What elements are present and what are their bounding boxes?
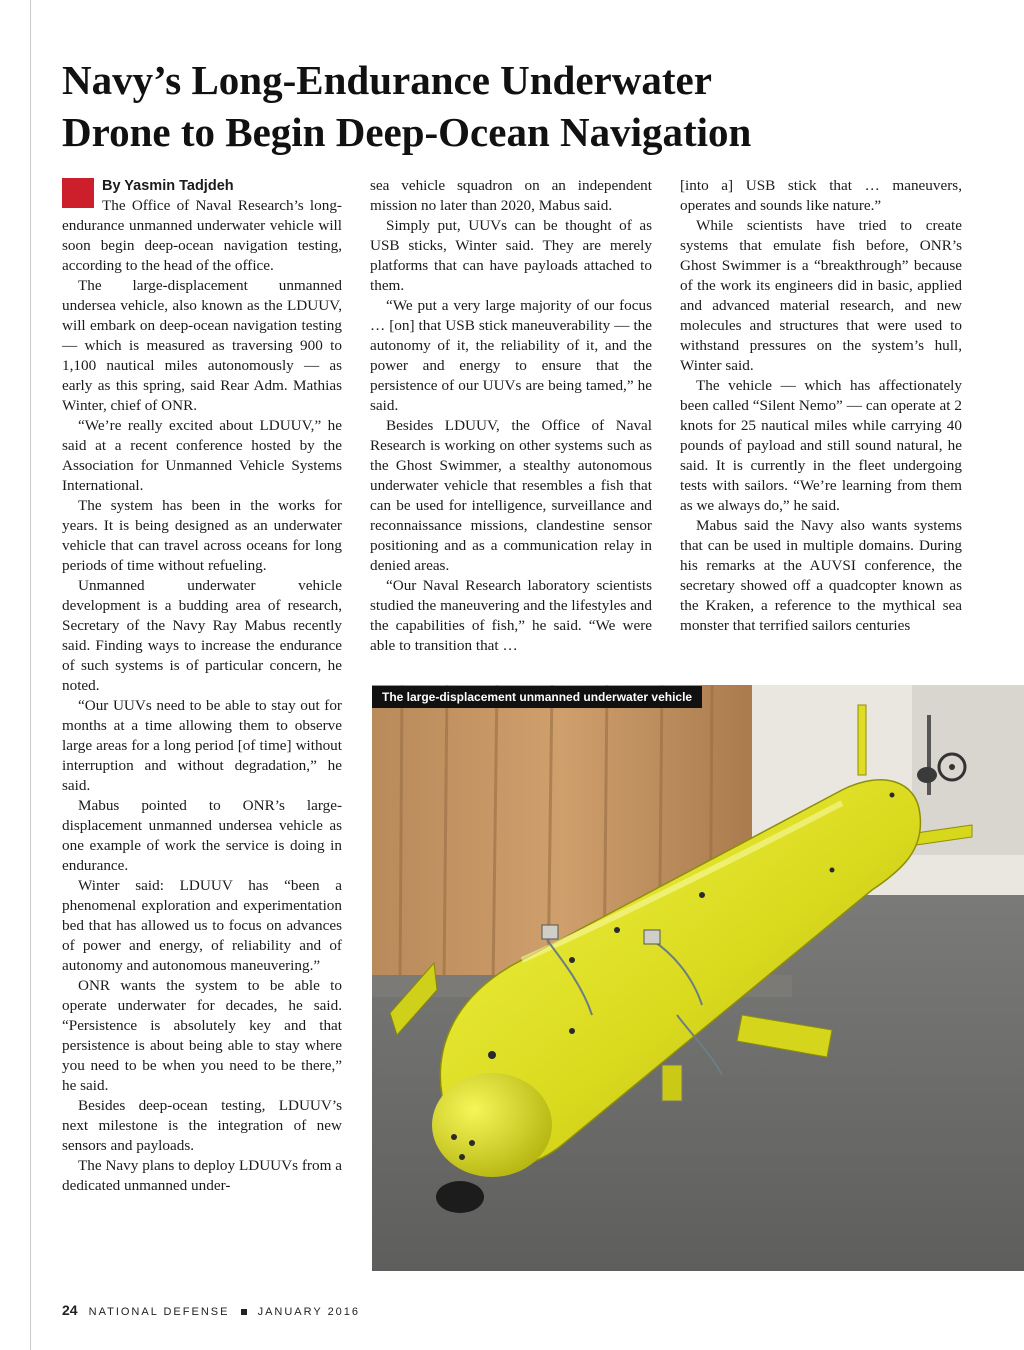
paragraph: Winter said: LDUUV has “been a phenomenal exploration and experimentation bed that has allowed us to focus on advances of power and energy, of reliability and of autonomy and autonomous maneuvering.”: [62, 877, 342, 974]
paragraph: The Office of Naval Research’s long-endurance unmanned underwater vehicle will soon begin deep-ocean navigation testing, according to the head of the office.: [62, 197, 342, 274]
paragraph: [into a] USB stick that … maneuvers, operates and sounds like nature.”: [680, 177, 962, 214]
paragraph: While scientists have tried to create systems that emulate fish before, ONR’s Ghost Swimmer is a “breakthrough” because of the work its engineers did in basic, applied and advanced material research, and new molecules and structures that were used to withstand pressures on the system’s hull, Winter said.: [680, 217, 962, 374]
publication-name: NATIONAL DEFENSE: [88, 1306, 230, 1318]
paragraph: “Our Naval Research laboratory scientists studied the maneuvering and the lifestyles and the capabilities of fish,” he said. “We were able to transition that …: [370, 577, 652, 654]
section-marker: [62, 178, 94, 208]
article-column-1: [62, 176, 342, 1196]
article-column-2: [370, 176, 652, 656]
paragraph: Mabus said the Navy also wants systems that can be used in multiple domains. During his remarks at the AUVSI conference, the secretary showed off a quadcopter known as the Kraken, a reference to the mythical sea monster that terrified sailors centuries: [680, 517, 962, 634]
paragraph: The Navy plans to deploy LDUUVs from a dedicated unmanned under-: [62, 1157, 342, 1194]
paragraph: “We put a very large majority of our focus … [on] that USB stick maneuverability — the autonomy of it, the reliability of it, and the power and energy to ensure that the persistence of our UUVs are being tamed,” he said.: [370, 297, 652, 414]
paragraph: Besides LDUUV, the Office of Naval Research is working on other systems such as the Ghost Swimmer, a stealthy autonomous underwater vehicle that resembles a fish that can be used for intelligence, surveillance and reconnaissance missions, clandestine sensor positioning and as a communication relay in denied areas.: [370, 417, 652, 574]
headline-line-2: Drone to Begin Deep-Ocean Navigation: [62, 109, 752, 155]
page-footer: [62, 1302, 360, 1318]
paragraph: sea vehicle squadron on an independent mission no later than 2020, Mabus said.: [370, 177, 652, 214]
byline: By Yasmin Tadjdeh: [102, 178, 234, 194]
paragraph: “We’re really excited about LDUUV,” he said at a recent conference hosted by the Association for Unmanned Vehicle Systems International.: [62, 417, 342, 494]
paragraph: The large-displacement unmanned undersea vehicle, also known as the LDUUV, will embark on deep-ocean navigation testing — which is measured as traversing 900 to 1,100 nautical miles autonomously — as early as this spring, said Rear Adm. Mathias Winter, chief of ONR.: [62, 277, 342, 414]
headline-line-1: Navy’s Long-Endurance Underwater: [62, 57, 712, 103]
issue-date: JANUARY 2016: [257, 1306, 361, 1318]
photo-caption: The large-displacement unmanned underwater vehicle: [372, 686, 702, 708]
paragraph: Simply put, UUVs can be thought of as USB sticks, Winter said. They are merely platforms that can have payloads attached to them.: [370, 217, 652, 294]
page-margin-rule: [30, 0, 31, 1350]
separator-dot: [241, 1309, 247, 1315]
paragraph: “Our UUVs need to be able to stay out for months at a time allowing them to observe large areas for a long period [of time] without interruption and without degradation,” he said.: [62, 697, 342, 794]
paragraph: Besides deep-ocean testing, LDUUV’s next milestone is the integration of new sensors and payloads.: [62, 1097, 342, 1154]
paragraph: Unmanned underwater vehicle development is a budding area of research, Secretary of the Navy Ray Mabus recently said. Finding ways to increase the endurance of such systems is of particular concern, he noted.: [62, 577, 342, 694]
drone-photo: [372, 685, 1024, 1271]
article-column-3: [680, 176, 962, 636]
article-headline: [62, 54, 962, 158]
paragraph: ONR wants the system to be able to operate underwater for decades, he said. “Persistence is absolutely key and that persistence is about being able to stay where you need to be when you need to be there,” he said.: [62, 977, 342, 1094]
paragraph: The system has been in the works for years. It is being designed as an underwater vehicle that can travel across oceans for long periods of time without refueling.: [62, 497, 342, 574]
paragraph: The vehicle — which has affectionately been called “Silent Nemo” — can operate at 2 knots for 25 nautical miles while carrying 40 pounds of payload and still sound natural, he said. It is currently in the fleet undergoing tests with sailors. “We’re learning from them as we always do,” he said.: [680, 377, 962, 514]
paragraph: Mabus pointed to ONR’s large-displacement unmanned undersea vehicle as one example of work the service is doing in endurance.: [62, 797, 342, 874]
page-number: 24: [62, 1302, 78, 1318]
